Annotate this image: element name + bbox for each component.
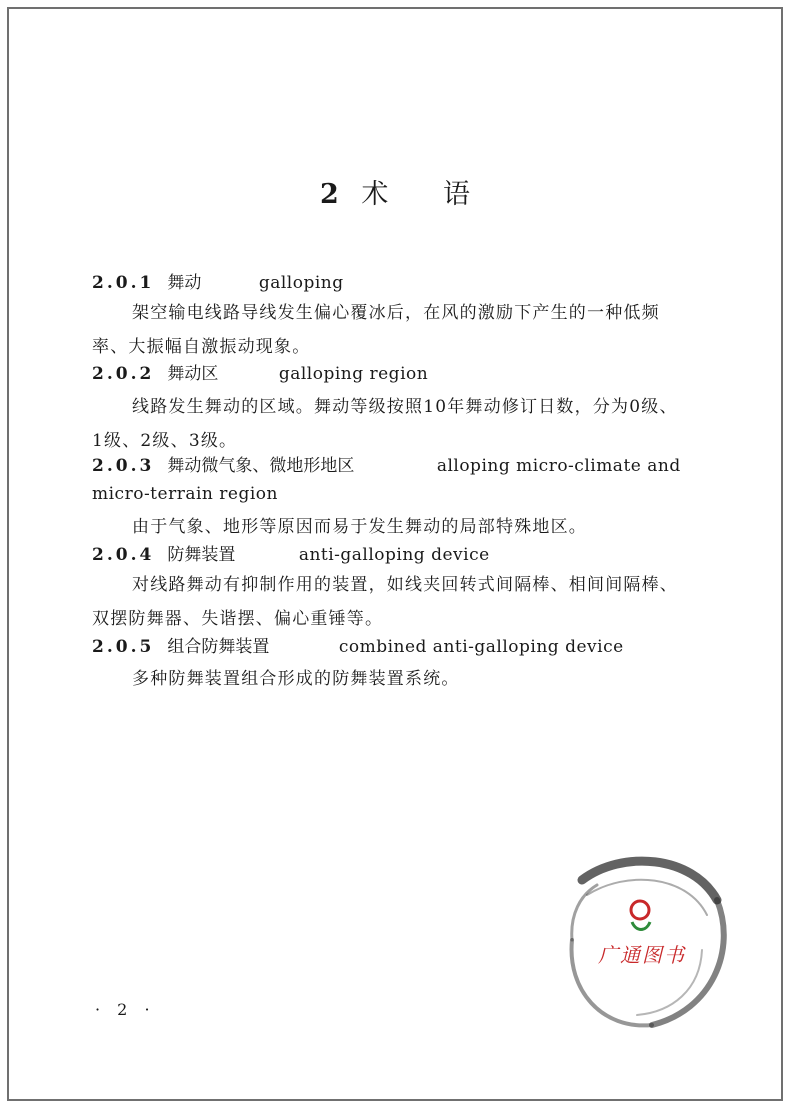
- term-en: combined anti-galloping device: [338, 637, 624, 657]
- term-code: 2.0.3: [92, 456, 155, 476]
- term-definition: 线路发生舞动的区域。舞动等级按照10年舞动修订日数，分为0级、1级、2级、3级。: [92, 397, 678, 451]
- term-code: 2.0.4: [92, 545, 155, 565]
- term-heading: [92, 362, 428, 386]
- page-number: · 2 ·: [95, 1000, 156, 1019]
- term-code: 2.0.2: [92, 364, 155, 384]
- term-definition: 由于气象、地形等原因而易于发生舞动的局部特殊地区。: [132, 517, 587, 537]
- chapter-title-char-1: 术: [361, 179, 389, 210]
- term-en-continuation: micro-terrain region: [92, 484, 278, 504]
- term-cn: 舞动微气象、微地形地区: [167, 456, 355, 476]
- term-cn: 舞动: [167, 273, 202, 293]
- term-heading: [92, 635, 624, 659]
- term-heading: [92, 271, 344, 295]
- term-heading: [92, 543, 490, 567]
- chapter-title-char-2: 语: [442, 179, 470, 210]
- term-en: anti-galloping device: [298, 545, 490, 565]
- term-cn: 组合防舞装置: [167, 637, 270, 657]
- chapter-number: 2: [320, 179, 339, 210]
- svg-text:广通图书: 广通图书: [598, 943, 686, 967]
- term-cn: 防舞装置: [167, 545, 236, 565]
- term-definition: 对线路舞动有抑制作用的装置，如线夹回转式间隔棒、相间间隔棒、双摆防舞器、失谐摆、偏心重锤等。: [92, 575, 678, 629]
- term-code: 2.0.1: [92, 273, 155, 293]
- publisher-seal-logo: [552, 840, 732, 1040]
- chapter-title: [0, 172, 790, 211]
- term-heading: [92, 454, 681, 478]
- term-code: 2.0.5: [92, 637, 155, 657]
- term-definition: 架空输电线路导线发生偏心覆冰后，在风的激励下产生的一种低频率、大振幅自激振动现象。: [92, 303, 660, 357]
- term-en: galloping region: [278, 364, 429, 384]
- seal-emblem-icon: [631, 901, 650, 930]
- term-en: galloping: [258, 273, 344, 293]
- term-definition: 多种防舞装置组合形成的防舞装置系统。: [132, 669, 460, 689]
- term-cn: 舞动区: [167, 364, 219, 384]
- term-en: alloping micro-climate and: [436, 456, 681, 476]
